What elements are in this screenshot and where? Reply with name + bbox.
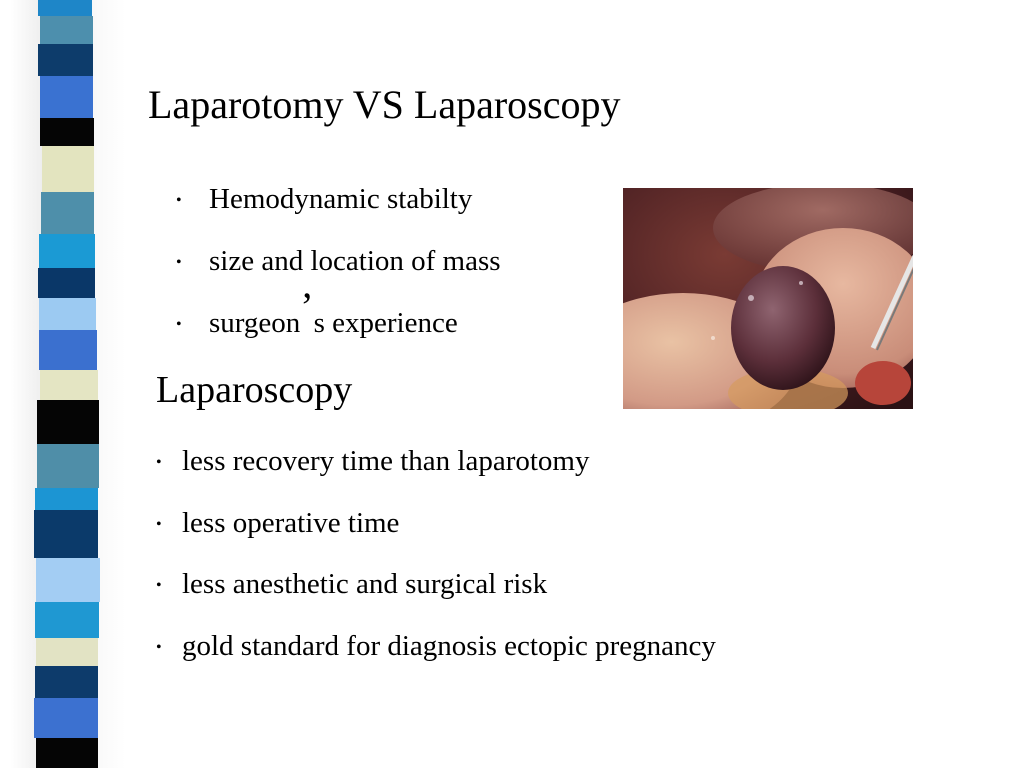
stripe-segment [39, 330, 97, 370]
text-part: surgeon [209, 307, 301, 339]
stripe-segment [38, 268, 95, 298]
list-item-text [209, 284, 458, 342]
bullet-icon: • [176, 316, 182, 333]
stripe-segment [35, 488, 98, 510]
bullet-icon: • [176, 192, 182, 209]
bullet-icon: • [156, 515, 162, 533]
stripe-segment [34, 510, 98, 558]
laparoscopic-photo-icon [623, 188, 913, 409]
stripe-segment [41, 192, 94, 234]
slide-title: Laparotomy VS Laparoscopy [148, 82, 621, 127]
stripe-segment [40, 76, 93, 118]
list-item-text: less recovery time than laparotomy [182, 445, 590, 477]
stripe-segment [40, 118, 94, 146]
stripe-segment [36, 738, 98, 768]
list-item-text: size and location of mass [209, 245, 501, 277]
decorative-stripe [32, 0, 100, 768]
subheading: Laparoscopy [156, 369, 353, 411]
stripe-segment [40, 370, 98, 400]
stripe-segment [38, 0, 92, 16]
list-item-text: Hemodynamic stabilty [209, 183, 473, 215]
stripe-segment [37, 400, 99, 444]
list-item-text: less operative time [182, 506, 400, 539]
list-item-text: gold standard for diagnosis ectopic pregnancy [182, 629, 716, 662]
list-item-text: less anesthetic and surgical risk [182, 568, 548, 600]
bullet-icon: • [156, 577, 162, 594]
bullet-icon: • [156, 454, 162, 471]
stripe-segment [36, 558, 100, 602]
stripe-segment [35, 602, 99, 638]
stripe-segment [36, 638, 98, 666]
stripe-segment [39, 298, 96, 330]
stripe-segment [40, 16, 93, 44]
bullet-icon: • [156, 638, 162, 656]
bullet-icon: • [176, 254, 182, 271]
stripe-segment [39, 234, 95, 268]
stripe-segment [37, 444, 99, 488]
stripe-segment [38, 44, 93, 76]
stripe-segment [35, 666, 98, 698]
text-part: s experience [313, 307, 458, 339]
stripe-segment [34, 698, 98, 738]
stripe-segment [42, 146, 94, 192]
apostrophe: ’ [300, 284, 314, 329]
